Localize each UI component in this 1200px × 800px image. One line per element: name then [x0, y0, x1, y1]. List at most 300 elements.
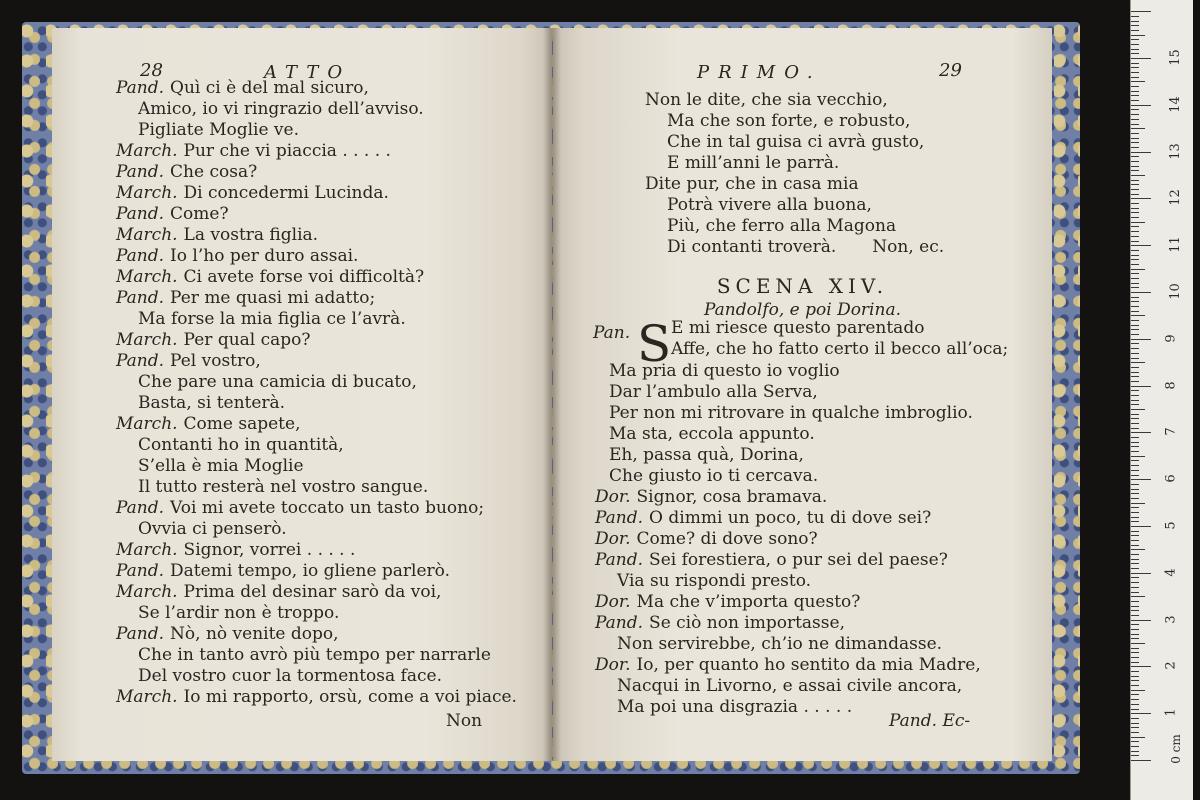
line-text: Se l’ardir non è troppo. [138, 603, 340, 623]
line-text: O dimmi un poco, tu di dove sei? [649, 508, 932, 528]
line-text: Io mi rapporto, orsù, come a voi piace. [183, 687, 517, 707]
ruler-tick [1131, 119, 1139, 120]
ruler-tick [1131, 727, 1139, 728]
ruler-tick [1131, 596, 1145, 597]
ruler-tick [1131, 657, 1139, 658]
text-line [595, 655, 981, 676]
text-line [595, 529, 981, 550]
text-line [116, 309, 517, 330]
ruler-number: 13 [1167, 142, 1183, 160]
speaker-label: Pan. [593, 323, 631, 343]
line-text: Ma che son forte, e robusto, [667, 111, 911, 131]
ruler-tick [1131, 395, 1139, 396]
ruler-tick [1131, 549, 1145, 550]
ruler-tick [1131, 437, 1139, 438]
ruler-tick [1131, 634, 1139, 635]
ruler-tick [1131, 170, 1139, 171]
ruler-tick [1131, 250, 1139, 251]
line-text: Non servirebbe, ch’io ne dimandasse. [617, 634, 943, 654]
book-gutter [543, 28, 561, 761]
ruler-tick [1131, 540, 1139, 541]
ruler-tick [1131, 592, 1139, 593]
ruler-tick [1131, 306, 1139, 307]
ruler-tick [1131, 91, 1139, 92]
ruler-tick [1131, 760, 1151, 761]
ruler-tick [1131, 709, 1139, 710]
line-text: Sei forestiera, o pur sei del paese? [649, 550, 948, 570]
text-line [595, 634, 981, 655]
line-text: E mill’anni le parrà. [667, 153, 840, 173]
ruler-tick [1131, 512, 1139, 513]
ruler-tick [1131, 95, 1139, 96]
text-line [645, 90, 944, 111]
ruler-tick [1131, 418, 1139, 419]
ruler-tick [1131, 128, 1145, 129]
measurement-ruler [1130, 0, 1193, 800]
ruler-tick [1131, 212, 1139, 213]
ruler-tick [1131, 152, 1151, 153]
line-text: Che in tanto avrò più tempo per narrarle [138, 645, 491, 665]
ruler-tick [1131, 30, 1139, 31]
speaker-label: March. [116, 225, 178, 245]
ruler-tick [1131, 241, 1139, 242]
ruler-tick [1131, 283, 1139, 284]
line-text: Ovvia ci penserò. [138, 519, 287, 539]
speaker-label: March. [116, 183, 178, 203]
line-text: Che giusto io ti cercava. [609, 466, 819, 486]
ruler-tick [1131, 161, 1139, 162]
text-line [116, 624, 517, 645]
line-text: Ma forse la mia figlia ce l’avrà. [138, 309, 406, 329]
scene-title: SCENA XIV. [716, 274, 889, 298]
ruler-tick [1131, 175, 1145, 176]
ruler-tick [1131, 620, 1151, 621]
ruler-tick [1131, 11, 1151, 12]
ruler-tick [1131, 676, 1139, 677]
line-text: Via su rispondi presto. [617, 571, 812, 591]
speaker-label: Pand. [116, 351, 165, 371]
ruler-number: 10 [1167, 283, 1183, 300]
ruler-tick [1131, 662, 1139, 663]
line-text: Non le dite, che sia vecchio, [645, 90, 888, 110]
text-block-bottom [595, 361, 981, 718]
ruler-tick [1131, 339, 1151, 340]
ruler-tick [1131, 554, 1139, 555]
ruler-tick [1131, 755, 1139, 756]
text-line [116, 288, 517, 309]
ruler-tick [1131, 545, 1139, 546]
speaker-label: Dor. [595, 529, 631, 549]
ruler-tick [1131, 666, 1151, 667]
ruler-tick [1131, 142, 1139, 143]
text-line [595, 571, 981, 592]
speaker-label: Dor. [595, 655, 631, 675]
ruler-tick [1131, 301, 1139, 302]
line-text: Nò, nò venite dopo, [170, 624, 339, 644]
line-text: Basta, si tenterà. [138, 393, 286, 413]
ruler-tick [1131, 479, 1151, 480]
ruler-tick [1131, 16, 1139, 17]
text-line [645, 153, 944, 174]
ruler-tick [1131, 680, 1139, 681]
ruler-tick [1131, 475, 1139, 476]
ruler-tick [1131, 521, 1139, 522]
ruler-tick [1131, 208, 1139, 209]
ruler-tick [1131, 615, 1139, 616]
ruler-tick [1131, 535, 1139, 536]
ruler-tick [1131, 409, 1145, 410]
ruler-tick [1131, 737, 1145, 738]
line-text: Quì ci è del mal sicuro, [170, 78, 369, 98]
drop-cap: S [637, 315, 672, 373]
speaker-label: Pand. [116, 246, 165, 266]
text-line [116, 603, 517, 624]
ruler-tick [1131, 606, 1139, 607]
ruler-tick [1131, 503, 1145, 504]
ruler-tick [1131, 358, 1139, 359]
ruler-tick [1131, 72, 1139, 73]
ruler-tick [1131, 105, 1151, 106]
ruler-tick [1131, 381, 1139, 382]
ruler-tick [1131, 367, 1139, 368]
text-line [116, 204, 517, 225]
text-line [645, 237, 944, 258]
line-text: Io l’ho per duro assai. [170, 246, 359, 266]
ruler-tick [1131, 198, 1151, 199]
ruler-tick [1131, 498, 1139, 499]
ruler-tick [1131, 704, 1139, 705]
speaker-label: Pand. [116, 204, 165, 224]
ruler-tick [1131, 35, 1145, 36]
ruler-tick [1131, 109, 1139, 110]
line-text: Che cosa? [170, 162, 258, 182]
speaker-label: March. [116, 582, 178, 602]
text-line [116, 519, 517, 540]
ruler-number: 11 [1167, 236, 1183, 253]
ruler-tick [1131, 442, 1139, 443]
line-text: Come? [170, 204, 229, 224]
line-text: Signor, vorrei . . . . . [183, 540, 356, 560]
ruler-tick [1131, 114, 1139, 115]
ruler-number: 8 [1163, 380, 1179, 390]
text-block-top [645, 90, 944, 258]
text-line [116, 582, 517, 603]
speaker-label: Pand. [595, 508, 644, 528]
text-line: E mi riesce questo parentado [671, 318, 925, 338]
dropcap-lines [671, 318, 1008, 360]
ruler-unit-label: 0 cm [1168, 734, 1183, 764]
speaker-label: March. [116, 267, 178, 287]
text-line [116, 330, 517, 351]
ruler-tick [1131, 278, 1139, 279]
page-number: 29 [939, 60, 962, 81]
ruler-tick [1131, 226, 1139, 227]
ruler-tick [1131, 138, 1139, 139]
ruler-tick [1131, 713, 1151, 714]
speaker-label: Pand. [116, 561, 165, 581]
text-line [116, 183, 517, 204]
ruler-tick [1131, 222, 1145, 223]
text-line [645, 132, 944, 153]
ruler-number: 4 [1163, 568, 1179, 577]
line-text: Pur che vi piaccia . . . . . [183, 141, 391, 161]
speaker-label: March. [116, 414, 178, 434]
line-text: Di concedermi Lucinda. [183, 183, 389, 203]
ruler-number: 6 [1163, 474, 1179, 483]
text-line [595, 592, 981, 613]
text-line [116, 666, 517, 687]
line-text: Datemi tempo, io gliene parlerò. [170, 561, 451, 581]
ruler-number: 7 [1163, 427, 1179, 437]
ruler-tick [1131, 690, 1145, 691]
ruler-tick [1131, 292, 1151, 293]
text-line [116, 141, 517, 162]
text-line [116, 456, 517, 477]
ruler-tick [1131, 372, 1139, 373]
speaker-label: March. [116, 141, 178, 161]
speaker-label: Pand. [116, 78, 165, 98]
ruler-tick [1131, 446, 1139, 447]
line-text: Se ciò non importasse, [649, 613, 845, 633]
text-line [116, 414, 517, 435]
speaker-label: Dor. [595, 592, 631, 612]
ruler-number: 12 [1167, 189, 1183, 207]
page-number: 28 [140, 60, 163, 81]
ruler-tick [1131, 531, 1139, 532]
ruler-tick [1131, 741, 1139, 742]
ruler-tick [1131, 348, 1139, 349]
line-text: Dar l’ambulo alla Serva, [609, 382, 818, 402]
catchword: Non [446, 711, 483, 731]
text-line [116, 498, 517, 519]
ruler-tick [1131, 451, 1139, 452]
left-page [52, 28, 552, 761]
ruler-tick [1131, 386, 1151, 387]
ruler-tick [1131, 81, 1145, 82]
ruler-tick [1131, 414, 1139, 415]
text-line [645, 111, 944, 132]
ruler-tick [1131, 629, 1139, 630]
ruler-tick [1131, 329, 1139, 330]
ruler-tick [1131, 311, 1139, 312]
ruler-tick [1131, 526, 1151, 527]
ruler-number: 1 [1163, 708, 1179, 717]
ruler-number: 3 [1163, 614, 1179, 624]
ruler-tick [1131, 217, 1139, 218]
line-text: Per me quasi mi adatto; [170, 288, 376, 308]
running-header: ATTO [264, 62, 352, 83]
line-text: Ma che v’importa questo? [636, 592, 861, 612]
ruler-tick [1131, 507, 1139, 508]
line-text: Nacqui in Livorno, e assai civile ancora, [617, 676, 963, 696]
line-text: Dite pur, che in casa mia [645, 174, 859, 194]
line-text: Di contanti troverà. [667, 237, 837, 257]
ruler-tick [1131, 353, 1139, 354]
text-line [116, 561, 517, 582]
text-line [116, 162, 517, 183]
speaker-label: March. [116, 540, 178, 560]
running-header: PRIMO. [697, 62, 822, 83]
ruler-tick [1131, 58, 1151, 59]
ruler-tick [1131, 587, 1139, 588]
ruler-tick [1131, 236, 1139, 237]
ruler-tick [1131, 194, 1139, 195]
ruler-tick [1131, 269, 1145, 270]
right-page [553, 28, 1052, 761]
line-text: Per qual capo? [183, 330, 311, 350]
text-line [116, 225, 517, 246]
text-line [595, 550, 981, 571]
ruler-tick [1131, 685, 1139, 686]
ruler-number: 14 [1167, 96, 1183, 113]
ruler-tick [1131, 582, 1139, 583]
ruler-tick [1131, 255, 1139, 256]
ruler-tick [1131, 245, 1151, 246]
ruler-tick [1131, 732, 1139, 733]
speaker-label: Pand. [116, 288, 165, 308]
ruler-number: 15 [1167, 49, 1183, 66]
ruler-tick [1131, 376, 1139, 377]
ruler-tick [1131, 718, 1139, 719]
ruler-number: 5 [1163, 521, 1179, 530]
text-line [595, 382, 981, 403]
text-line [595, 403, 981, 424]
ruler-tick [1131, 287, 1139, 288]
ruler-tick [1131, 343, 1139, 344]
line-tail: Non, ec. [872, 237, 945, 257]
ruler-tick [1131, 517, 1139, 518]
ruler-tick [1131, 577, 1139, 578]
line-text: Per non mi ritrovare in qualche imbroglio. [609, 403, 973, 423]
text-line [116, 477, 517, 498]
line-text: Più, che ferro alla Magona [667, 216, 897, 236]
speaker-label: Dor. [595, 487, 631, 507]
ruler-tick [1131, 264, 1139, 265]
ruler-tick [1131, 400, 1139, 401]
text-line [595, 508, 981, 529]
ruler-tick [1131, 184, 1139, 185]
text-line [116, 393, 517, 414]
text-line [116, 687, 517, 708]
ruler-tick [1131, 694, 1139, 695]
text-line [116, 120, 517, 141]
text-line [645, 174, 944, 195]
ruler-tick [1131, 390, 1139, 391]
ruler-tick [1131, 21, 1139, 22]
line-text: Amico, io vi ringrazio dell’avviso. [138, 99, 424, 119]
ruler-tick [1131, 86, 1139, 87]
ruler-tick [1131, 573, 1151, 574]
ruler-tick [1131, 699, 1139, 700]
ruler-number: 9 [1163, 334, 1179, 343]
text-line [116, 435, 517, 456]
ruler-tick [1131, 638, 1139, 639]
ruler-tick [1131, 404, 1139, 405]
ruler-tick [1131, 723, 1139, 724]
line-text: Prima del desinar sarò da voi, [183, 582, 442, 602]
line-text: Ma pria di questo io voglio [609, 361, 840, 381]
ruler-tick [1131, 53, 1139, 54]
line-text: Ma sta, eccola appunto. [609, 424, 815, 444]
ruler-tick [1131, 203, 1139, 204]
text-line [116, 78, 517, 99]
speaker-label: March. [116, 687, 178, 707]
ruler-tick [1131, 671, 1139, 672]
ruler-tick [1131, 100, 1139, 101]
line-text: Come? di dove sono? [636, 529, 818, 549]
line-text: Signor, cosa bramava. [636, 487, 828, 507]
ruler-tick [1131, 559, 1139, 560]
ruler-tick [1131, 643, 1145, 644]
ruler-tick [1131, 297, 1139, 298]
line-text: Come sapete, [183, 414, 301, 434]
ruler-tick [1131, 39, 1139, 40]
ruler-tick [1131, 624, 1139, 625]
ruler-tick [1131, 610, 1139, 611]
ruler-tick [1131, 133, 1139, 134]
line-text: Che in tal guisa ci avrà gusto, [667, 132, 925, 152]
text-line [116, 246, 517, 267]
text-line [116, 540, 517, 561]
text-line [116, 645, 517, 666]
text-line [595, 466, 981, 487]
ruler-tick [1131, 362, 1145, 363]
line-text: Potrà vivere alla buona, [667, 195, 872, 215]
text-line [595, 424, 981, 445]
text-line [116, 372, 517, 393]
ruler-tick [1131, 751, 1139, 752]
ruler-tick [1131, 334, 1139, 335]
ruler-tick [1131, 568, 1139, 569]
ruler-tick [1131, 423, 1139, 424]
ruler-tick [1131, 648, 1139, 649]
ruler-tick [1131, 63, 1139, 64]
ruler-tick [1131, 432, 1151, 433]
ruler-tick [1131, 320, 1139, 321]
line-text: Voi mi avete toccato un tasto buono; [170, 498, 485, 518]
text-line [645, 195, 944, 216]
ruler-tick [1131, 77, 1139, 78]
text-line [595, 487, 981, 508]
ruler-tick [1131, 67, 1139, 68]
ruler-tick [1131, 460, 1139, 461]
scene-subtitle: Pandolfo, e poi Dorina. [704, 300, 901, 320]
speaker-label: Pand. [595, 550, 644, 570]
ruler-tick [1131, 465, 1139, 466]
ruler-tick [1131, 470, 1139, 471]
line-text: S’ella è mia Moglie [138, 456, 304, 476]
speaker-label: Pand. [595, 613, 644, 633]
speaker-label: Pand. [116, 498, 165, 518]
ruler-tick [1131, 124, 1139, 125]
ruler-tick [1131, 231, 1139, 232]
line-text: La vostra figlia. [183, 225, 319, 245]
text-line [595, 676, 981, 697]
ruler-number: 2 [1163, 661, 1179, 671]
line-text: Ci avete forse voi difficoltà? [183, 267, 425, 287]
line-text: Il tutto resterà nel vostro sangue. [138, 477, 429, 497]
text-line [595, 613, 981, 634]
ruler-tick [1131, 49, 1139, 50]
ruler-tick [1131, 25, 1139, 26]
speaker-label: Pand. [116, 624, 165, 644]
ruler-tick [1131, 428, 1139, 429]
line-text: Contanti ho in quantità, [138, 435, 344, 455]
ruler-tick [1131, 456, 1145, 457]
ruler-tick [1131, 315, 1145, 316]
ruler-tick [1131, 601, 1139, 602]
line-text: Eh, passa quà, Dorina, [609, 445, 804, 465]
